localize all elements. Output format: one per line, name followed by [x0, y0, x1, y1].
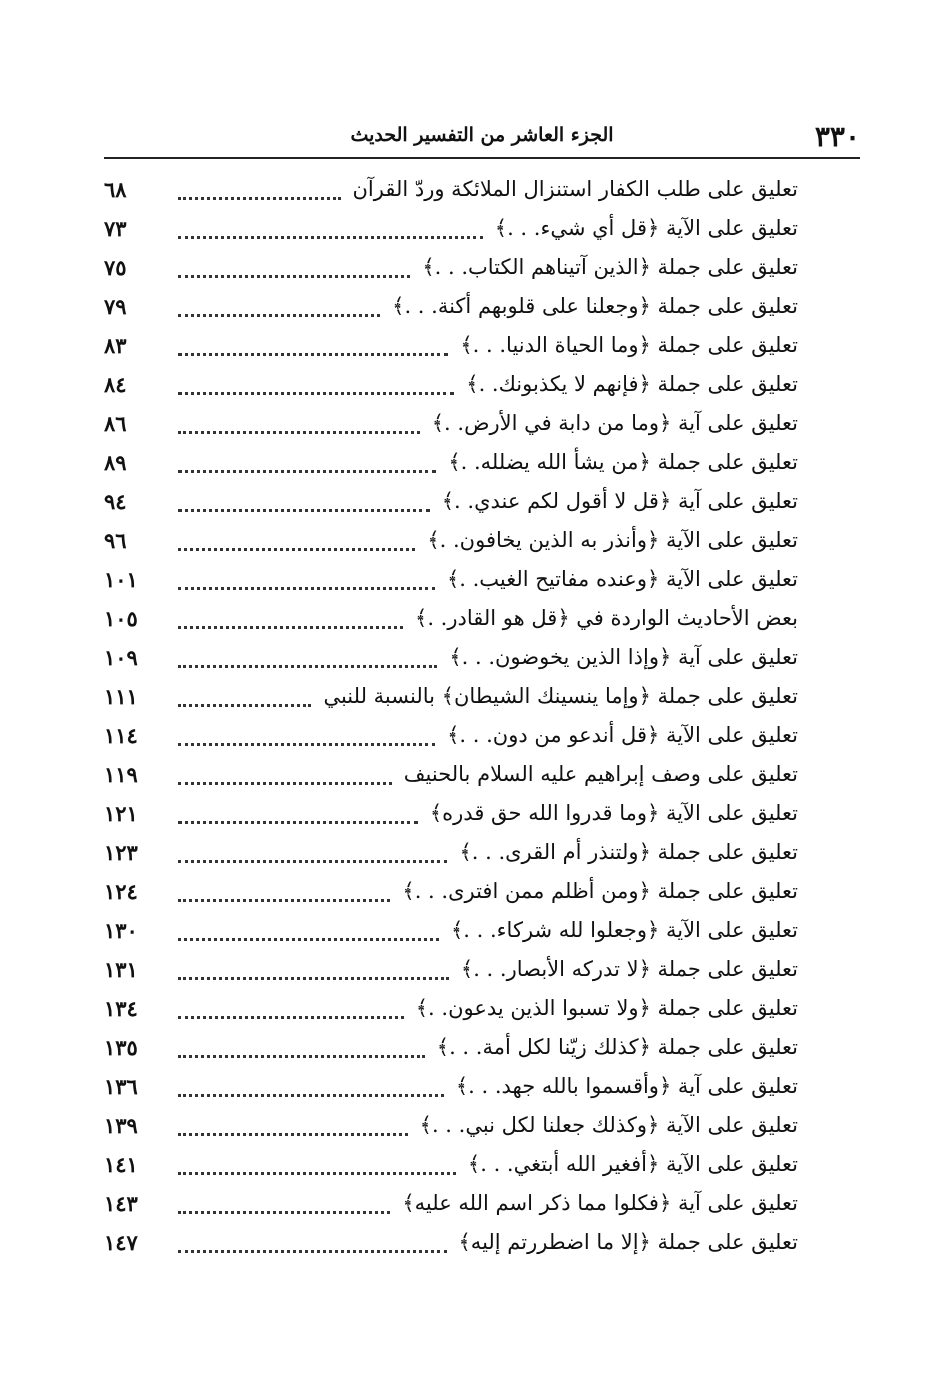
toc-entry	[104, 404, 798, 443]
toc-entry-title: تعليق على جملة ﴿من يشأ الله يضلله. .﴾	[448, 450, 798, 474]
dot-leader	[178, 499, 430, 512]
toc-entry-page: ٦٨	[104, 177, 127, 202]
dot-leader	[178, 733, 435, 746]
dot-leader	[178, 577, 435, 590]
toc-entry-title: تعليق على الآية ﴿وأنذر به الذين يخافون. .﴾	[427, 528, 798, 552]
toc-entry-page: ١٣٠	[104, 918, 138, 943]
dot-leader	[178, 694, 311, 707]
toc-entry-title: تعليق على جملة ﴿الذين آتيناهم الكتاب. . .﴾	[422, 255, 798, 279]
toc-entry	[104, 872, 798, 911]
dot-leader	[178, 382, 454, 395]
toc-entry-page: ١٣٥	[104, 1035, 138, 1060]
toc-entry	[104, 911, 798, 950]
dot-leader	[178, 187, 341, 200]
toc-entry-title: بعض الأحاديث الواردة في ﴿قل هو القادر. .﴾	[415, 606, 798, 630]
dot-leader	[178, 538, 415, 551]
running-title: الجزء العاشر من التفسير الحديث	[350, 124, 614, 146]
toc-entry	[104, 287, 798, 326]
toc-entry	[104, 1067, 798, 1106]
page-number: ٣٣٠	[814, 120, 860, 153]
toc-entry-title: تعليق على آية ﴿قل لا أقول لكم عندي. .﴾	[441, 489, 798, 513]
dot-leader	[178, 1006, 404, 1019]
toc-entry-page: ٧٩	[104, 294, 127, 319]
toc-entry-title: تعليق على آية ﴿فكلوا مما ذكر اسم الله عليه﴾	[402, 1191, 798, 1215]
toc-entry-title: تعليق على الآية ﴿قل أي شيء. . .﴾	[494, 216, 798, 240]
toc-entry-page: ١٤١	[104, 1152, 138, 1177]
dot-leader	[178, 1045, 425, 1058]
toc-entry	[104, 365, 798, 404]
toc-entry-page: ٧٣	[104, 216, 127, 241]
toc-entry	[104, 482, 798, 521]
dot-leader	[178, 811, 418, 824]
toc-entry	[104, 1106, 798, 1145]
toc-entry	[104, 677, 798, 716]
toc-entry-title: تعليق على الآية ﴿وجعلوا لله شركاء. . .﴾	[451, 918, 798, 942]
toc-entry	[104, 716, 798, 755]
toc-entry-page: ٨٣	[104, 333, 127, 358]
dot-leader	[178, 1240, 447, 1253]
toc-entry	[104, 521, 798, 560]
toc-entry-title: تعليق على طلب الكفار استنزال الملائكة وردّ القرآن	[352, 177, 798, 201]
toc-entry	[104, 248, 798, 287]
dot-leader	[178, 655, 437, 668]
page-header	[104, 118, 860, 156]
toc-entry-title: تعليق على جملة ﴿ولا تسبوا الذين يدعون. .﴾	[415, 996, 798, 1020]
toc-entry	[104, 443, 798, 482]
toc-entry-page: ١٣٩	[104, 1113, 138, 1138]
dot-leader	[178, 421, 420, 434]
toc-entry-title: تعليق على جملة ﴿وإما ينسينك الشيطان﴾ بالنسبة للنبي	[323, 684, 798, 708]
dot-leader	[178, 304, 380, 317]
dot-leader	[178, 1162, 456, 1175]
toc-entry-page: ٨٩	[104, 450, 127, 475]
toc-entry-page: ٩٤	[104, 489, 127, 514]
toc-entry-title: تعليق على جملة ﴿إلا ما اضطررتم إليه﴾	[458, 1230, 798, 1254]
dot-leader	[178, 265, 410, 278]
toc-entry-title: تعليق على جملة ﴿كذلك زيّنا لكل أمة. . .﴾	[436, 1035, 798, 1059]
toc-entry	[104, 950, 798, 989]
toc-entry-page: ١٤٣	[104, 1191, 138, 1216]
toc-entry	[104, 326, 798, 365]
dot-leader	[178, 889, 390, 902]
toc-entry-title: تعليق على آية ﴿وإذا الذين يخوضون. . .﴾	[449, 645, 798, 669]
toc-entry	[104, 599, 798, 638]
toc-entry-page: ٨٦	[104, 411, 127, 436]
toc-entry-title: تعليق على الآية ﴿أفغير الله أبتغي. . .﴾	[467, 1152, 798, 1176]
dot-leader	[178, 1201, 390, 1214]
toc-entry-title: تعليق على آية ﴿وما من دابة في الأرض. .﴾	[431, 411, 798, 435]
toc-entry-title: تعليق على وصف إبراهيم عليه السلام بالحنيف	[403, 762, 798, 786]
toc-entry-title: تعليق على جملة ﴿وما الحياة الدنيا. . .﴾	[460, 333, 798, 357]
header-rule	[104, 157, 860, 159]
toc-entry-page: ١٣٦	[104, 1074, 138, 1099]
toc-entry-title: تعليق على الآية ﴿وما قدروا الله حق قدره﴾	[429, 801, 798, 825]
toc-entry-page: ٩٦	[104, 528, 127, 553]
dot-leader	[178, 772, 392, 785]
dot-leader	[178, 1123, 408, 1136]
dot-leader	[178, 460, 436, 473]
toc-entry-title: تعليق على جملة ﴿فإنهم لا يكذبونك. .﴾	[466, 372, 798, 396]
dot-leader	[178, 850, 447, 863]
table-of-contents	[104, 170, 798, 1262]
toc-entry-page: ٧٥	[104, 255, 127, 280]
toc-entry	[104, 560, 798, 599]
toc-entry-page: ٨٤	[104, 372, 127, 397]
dot-leader	[178, 226, 483, 239]
dot-leader	[178, 967, 449, 980]
toc-entry	[104, 989, 798, 1028]
toc-entry-title: تعليق على الآية ﴿قل أندعو من دون. . .﴾	[447, 723, 798, 747]
toc-entry-page: ١٢١	[104, 801, 138, 826]
toc-entry	[104, 1028, 798, 1067]
toc-entry-page: ١٠١	[104, 567, 138, 592]
toc-entry	[104, 638, 798, 677]
toc-entry-page: ١٣٤	[104, 996, 138, 1021]
toc-entry-page: ١١٩	[104, 762, 138, 787]
toc-entry	[104, 170, 798, 209]
toc-entry-title: تعليق على جملة ﴿لا تدركه الأبصار. . .﴾	[460, 957, 798, 981]
toc-entry-page: ١٣١	[104, 957, 138, 982]
toc-entry	[104, 1223, 798, 1262]
toc-entry	[104, 755, 798, 794]
toc-entry-page: ١٠٩	[104, 645, 138, 670]
dot-leader	[178, 1084, 444, 1097]
toc-entry-page: ١١١	[104, 684, 138, 709]
toc-entry-title: تعليق على جملة ﴿ولتنذر أم القرى. . .﴾	[459, 840, 798, 864]
toc-entry	[104, 1184, 798, 1223]
dot-leader	[178, 928, 439, 941]
toc-entry	[104, 209, 798, 248]
toc-entry	[104, 1145, 798, 1184]
toc-entry-title: تعليق على الآية ﴿وعنده مفاتيح الغيب. .﴾	[446, 567, 798, 591]
toc-entry-page: ١٢٤	[104, 879, 138, 904]
toc-entry-title: تعليق على آية ﴿وأقسموا بالله جهد. . .﴾	[455, 1074, 798, 1098]
dot-leader	[178, 343, 448, 356]
toc-entry-page: ١٠٥	[104, 606, 138, 631]
toc-entry-page: ١١٤	[104, 723, 138, 748]
toc-entry-title: تعليق على الآية ﴿وكذلك جعلنا لكل نبي. . .﴾	[419, 1113, 798, 1137]
dot-leader	[178, 616, 403, 629]
toc-entry	[104, 794, 798, 833]
toc-entry-title: تعليق على جملة ﴿ومن أظلم ممن افترى. . .﴾	[402, 879, 798, 903]
toc-entry-title: تعليق على جملة ﴿وجعلنا على قلوبهم أكنة. . .﴾	[392, 294, 798, 318]
toc-entry-page: ١٢٣	[104, 840, 138, 865]
toc-entry-page: ١٤٧	[104, 1230, 138, 1255]
toc-entry	[104, 833, 798, 872]
